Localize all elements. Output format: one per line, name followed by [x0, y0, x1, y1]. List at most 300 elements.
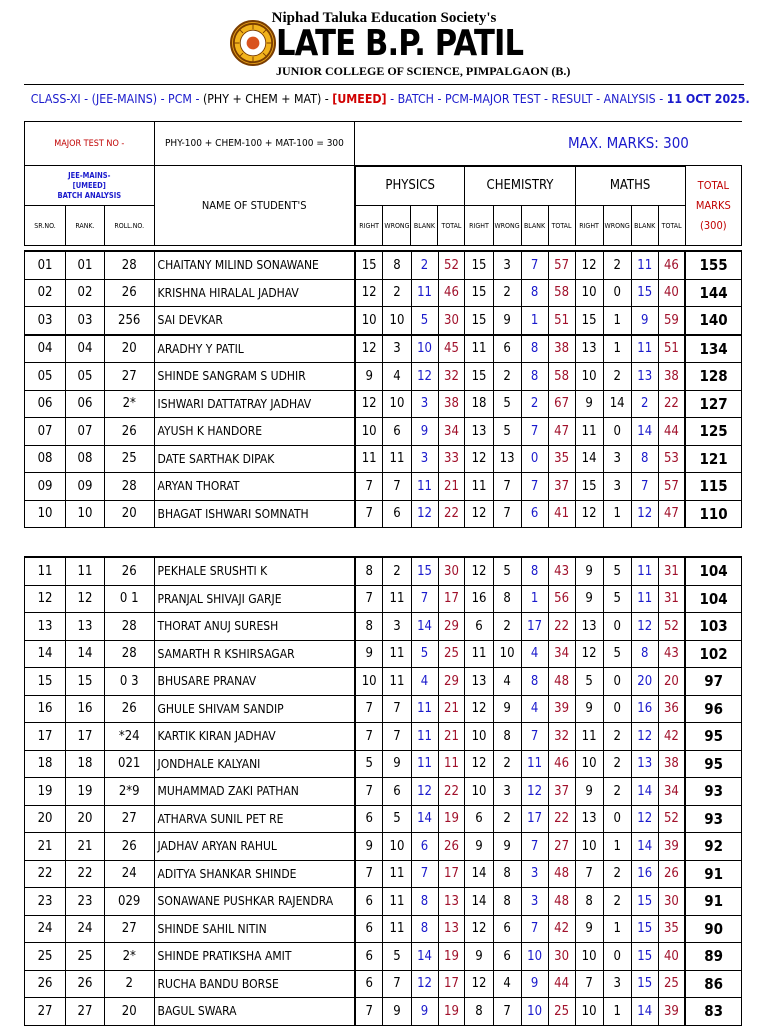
phy-right: 7 [355, 473, 383, 501]
rank-header: RANK. [66, 206, 105, 246]
chem-total: 35 [548, 445, 575, 473]
math-right: 10 [575, 833, 603, 861]
math-blank: 12 [631, 805, 658, 833]
sr-no: 23 [25, 888, 66, 916]
roll-no: 2* [104, 943, 154, 971]
chem-right: 15 [465, 279, 493, 307]
chem-wrong: 10 [493, 640, 521, 668]
table-row [25, 833, 742, 861]
student-name-header: NAME OF STUDENT'S [154, 166, 355, 246]
chem-total: 48 [548, 888, 575, 916]
total-marks: 127 [685, 390, 741, 418]
chem-right: 6 [465, 613, 493, 641]
roll-no: 20 [104, 998, 154, 1026]
chem-total: 32 [548, 723, 575, 751]
chem-right: 18 [465, 390, 493, 418]
results-table-top [24, 250, 742, 528]
total-marks: 92 [685, 833, 741, 861]
phy-blank: 11 [411, 695, 438, 723]
phy-blank: 6 [411, 833, 438, 861]
chem-blank: 7 [521, 915, 548, 943]
rank: 27 [66, 998, 105, 1026]
chem-total: 34 [548, 640, 575, 668]
total-marks: 95 [685, 750, 741, 778]
total-marks: 96 [685, 695, 741, 723]
math-total: 53 [658, 445, 685, 473]
rank: 06 [66, 390, 105, 418]
table-row [25, 695, 742, 723]
sr-no: 07 [25, 418, 66, 446]
roll-no: 28 [104, 613, 154, 641]
math-blank: 15 [631, 943, 658, 971]
phy-wrong: 10 [383, 833, 411, 861]
chem-total: 47 [548, 418, 575, 446]
math-total: 31 [658, 557, 685, 585]
math-total: 42 [658, 723, 685, 751]
phy-blank: 15 [411, 557, 438, 585]
phy-blank: 8 [411, 915, 438, 943]
math-right: 12 [575, 251, 603, 279]
math-right: 9 [575, 585, 603, 613]
sr-no: 01 [25, 251, 66, 279]
chem-total: 43 [548, 557, 575, 585]
maths-total-header: TOTAL [658, 206, 685, 246]
chem-total: 38 [548, 335, 575, 363]
chem-wrong: 3 [493, 778, 521, 806]
table-row [25, 613, 742, 641]
table-row [25, 943, 742, 971]
math-wrong: 5 [603, 557, 631, 585]
phy-total: 13 [438, 888, 465, 916]
rank: 05 [66, 363, 105, 391]
math-blank: 15 [631, 970, 658, 998]
phy-wrong: 3 [383, 335, 411, 363]
math-right: 8 [575, 888, 603, 916]
maths-blank-header: BLANK [631, 206, 658, 246]
phy-total: 45 [438, 335, 465, 363]
maths-right-header: RIGHT [575, 206, 603, 246]
chem-right: 9 [465, 943, 493, 971]
math-blank: 13 [631, 750, 658, 778]
phy-blank: 4 [411, 668, 438, 696]
total-marks: 103 [685, 613, 741, 641]
phy-right: 8 [355, 613, 383, 641]
chem-wrong: 2 [493, 363, 521, 391]
table-row [25, 888, 742, 916]
total-marks: 89 [685, 943, 741, 971]
phy-right: 10 [355, 668, 383, 696]
chem-wrong: 7 [493, 473, 521, 501]
phy-total: 32 [438, 363, 465, 391]
total-marks: 91 [685, 888, 741, 916]
math-blank: 12 [631, 723, 658, 751]
physics-wrong-header: WRONG [383, 206, 411, 246]
math-total: 30 [658, 888, 685, 916]
chem-right: 12 [465, 445, 493, 473]
math-wrong: 3 [603, 445, 631, 473]
roll-no: 20 [104, 500, 154, 528]
phy-right: 9 [355, 640, 383, 668]
title-batch: [UMEED] [332, 92, 387, 106]
total-marks: 115 [685, 473, 741, 501]
roll-no: 26 [104, 695, 154, 723]
chem-right: 6 [465, 805, 493, 833]
student-name: KRISHNA HIRALAL JADHAV [154, 279, 355, 307]
student-name: PEKHALE SRUSHTI K [154, 557, 355, 585]
math-right: 9 [575, 695, 603, 723]
rank: 04 [66, 335, 105, 363]
phy-blank: 14 [411, 805, 438, 833]
rank: 26 [66, 970, 105, 998]
math-right: 7 [575, 970, 603, 998]
chem-blank: 8 [521, 557, 548, 585]
student-name: RUCHA BANDU BORSE [154, 970, 355, 998]
rank: 09 [66, 473, 105, 501]
sr-no: 24 [25, 915, 66, 943]
chem-wrong: 3 [493, 251, 521, 279]
math-right: 10 [575, 750, 603, 778]
rank: 02 [66, 279, 105, 307]
marks-formula: PHY-100 + CHEM-100 + MAT-100 = 300 [154, 122, 355, 166]
math-blank: 8 [631, 640, 658, 668]
math-right: 9 [575, 390, 603, 418]
chem-wrong: 9 [493, 695, 521, 723]
phy-wrong: 10 [383, 390, 411, 418]
math-right: 9 [575, 557, 603, 585]
sr-no: 09 [25, 473, 66, 501]
chem-wrong: 9 [493, 307, 521, 335]
phy-wrong: 5 [383, 943, 411, 971]
math-total: 44 [658, 418, 685, 446]
roll-no: 28 [104, 473, 154, 501]
student-name: JONDHALE KALYANI [154, 750, 355, 778]
phy-right: 9 [355, 363, 383, 391]
sr-no: 22 [25, 860, 66, 888]
phy-right: 7 [355, 695, 383, 723]
student-name: GHULE SHIVAM SANDIP [154, 695, 355, 723]
phy-blank: 14 [411, 943, 438, 971]
table-row [25, 750, 742, 778]
chem-wrong: 6 [493, 915, 521, 943]
phy-right: 10 [355, 418, 383, 446]
rank: 20 [66, 805, 105, 833]
math-wrong: 0 [603, 613, 631, 641]
sr-no: 13 [25, 613, 66, 641]
phy-wrong: 3 [383, 613, 411, 641]
chem-total: 39 [548, 695, 575, 723]
phy-right: 7 [355, 998, 383, 1026]
chem-blank: 10 [521, 998, 548, 1026]
math-blank: 16 [631, 860, 658, 888]
student-name: BHUSARE PRANAV [154, 668, 355, 696]
physics-header: PHYSICS [355, 166, 465, 206]
phy-wrong: 8 [383, 251, 411, 279]
sr-no: 26 [25, 970, 66, 998]
chem-blank: 17 [521, 805, 548, 833]
chem-blank: 10 [521, 943, 548, 971]
rank: 16 [66, 695, 105, 723]
chem-wrong: 6 [493, 335, 521, 363]
phy-blank: 7 [411, 585, 438, 613]
phy-blank: 5 [411, 640, 438, 668]
chem-blank: 17 [521, 613, 548, 641]
chem-blank: 12 [521, 778, 548, 806]
sr-no: 05 [25, 363, 66, 391]
chem-total: 37 [548, 473, 575, 501]
total-marks: 144 [685, 279, 741, 307]
phy-total: 26 [438, 833, 465, 861]
total-marks-header: TOTAL MARKS (300) [685, 166, 741, 246]
phy-total: 21 [438, 723, 465, 751]
student-name: ARYAN THORAT [154, 473, 355, 501]
sr-no: 12 [25, 585, 66, 613]
math-total: 46 [658, 251, 685, 279]
table-row [25, 363, 742, 391]
math-blank: 11 [631, 335, 658, 363]
phy-wrong: 11 [383, 860, 411, 888]
math-blank: 7 [631, 473, 658, 501]
phy-blank: 5 [411, 307, 438, 335]
chem-total: 56 [548, 585, 575, 613]
report-title [30, 92, 750, 106]
phy-total: 46 [438, 279, 465, 307]
math-total: 47 [658, 500, 685, 528]
chem-right: 14 [465, 888, 493, 916]
phy-wrong: 6 [383, 500, 411, 528]
math-wrong: 2 [603, 723, 631, 751]
math-right: 10 [575, 998, 603, 1026]
phy-right: 8 [355, 557, 383, 585]
chem-wrong: 6 [493, 943, 521, 971]
chem-right: 8 [465, 998, 493, 1026]
phy-blank: 11 [411, 723, 438, 751]
math-wrong: 1 [603, 833, 631, 861]
chem-blank: 7 [521, 418, 548, 446]
student-name: SAI DEVKAR [154, 307, 355, 335]
student-name: SHINDE SANGRAM S UDHIR [154, 363, 355, 391]
total-marks: 110 [685, 500, 741, 528]
math-right: 15 [575, 307, 603, 335]
chem-blank: 4 [521, 640, 548, 668]
roll-no: 26 [104, 279, 154, 307]
major-test-label: MAJOR TEST NO - [25, 122, 155, 166]
math-blank: 14 [631, 998, 658, 1026]
math-blank: 14 [631, 778, 658, 806]
student-name: SHINDE SAHIL NITIN [154, 915, 355, 943]
sr-no: 08 [25, 445, 66, 473]
chem-wrong: 9 [493, 833, 521, 861]
chem-blank: 7 [521, 473, 548, 501]
math-right: 10 [575, 943, 603, 971]
math-total: 51 [658, 335, 685, 363]
math-wrong: 14 [603, 390, 631, 418]
chem-wrong: 2 [493, 805, 521, 833]
phy-right: 6 [355, 805, 383, 833]
math-total: 40 [658, 279, 685, 307]
rank: 15 [66, 668, 105, 696]
phy-total: 30 [438, 557, 465, 585]
math-total: 39 [658, 833, 685, 861]
table-row [25, 723, 742, 751]
phy-blank: 7 [411, 860, 438, 888]
total-marks: 134 [685, 335, 741, 363]
phy-wrong: 4 [383, 363, 411, 391]
math-total: 26 [658, 860, 685, 888]
chem-wrong: 2 [493, 279, 521, 307]
chem-total: 51 [548, 307, 575, 335]
college-subtitle: JUNIOR COLLEGE OF SCIENCE, PIMPALGAON (B.) [276, 64, 571, 78]
phy-wrong: 11 [383, 585, 411, 613]
chem-total: 58 [548, 363, 575, 391]
chem-total: 27 [548, 833, 575, 861]
phy-wrong: 9 [383, 750, 411, 778]
math-blank: 15 [631, 888, 658, 916]
chem-total: 58 [548, 279, 575, 307]
chem-blank: 3 [521, 860, 548, 888]
chem-right: 9 [465, 833, 493, 861]
phy-right: 6 [355, 915, 383, 943]
table-row [25, 970, 742, 998]
student-name: AYUSH K HANDORE [154, 418, 355, 446]
phy-wrong: 7 [383, 723, 411, 751]
math-total: 36 [658, 695, 685, 723]
math-wrong: 1 [603, 307, 631, 335]
phy-total: 19 [438, 998, 465, 1026]
rank: 19 [66, 778, 105, 806]
math-total: 43 [658, 640, 685, 668]
title-class: CLASS-XI - (JEE-MAINS) - PCM - [30, 92, 203, 106]
total-marks: 128 [685, 363, 741, 391]
phy-total: 34 [438, 418, 465, 446]
phy-right: 7 [355, 860, 383, 888]
math-right: 10 [575, 363, 603, 391]
table-row [25, 778, 742, 806]
math-blank: 16 [631, 695, 658, 723]
chem-wrong: 5 [493, 418, 521, 446]
math-blank: 2 [631, 390, 658, 418]
phy-total: 19 [438, 805, 465, 833]
chem-total: 48 [548, 860, 575, 888]
math-right: 15 [575, 473, 603, 501]
student-name: ATHARVA SUNIL PET RE [154, 805, 355, 833]
math-blank: 11 [631, 251, 658, 279]
phy-total: 29 [438, 613, 465, 641]
math-total: 57 [658, 473, 685, 501]
chem-blank: 7 [521, 833, 548, 861]
chem-right: 11 [465, 640, 493, 668]
chemistry-right-header: RIGHT [465, 206, 493, 246]
table-row [25, 915, 742, 943]
math-wrong: 5 [603, 640, 631, 668]
student-name: ARADHY Y PATIL [154, 335, 355, 363]
chem-total: 30 [548, 943, 575, 971]
rank: 12 [66, 585, 105, 613]
title-test: - BATCH - PCM-MAJOR TEST - RESULT - ANALYSIS - [386, 92, 667, 106]
roll-no: 256 [104, 307, 154, 335]
math-wrong: 2 [603, 363, 631, 391]
math-wrong: 1 [603, 335, 631, 363]
phy-blank: 12 [411, 778, 438, 806]
math-right: 10 [575, 279, 603, 307]
sr-no: 21 [25, 833, 66, 861]
sr-no: 10 [25, 500, 66, 528]
phy-right: 15 [355, 251, 383, 279]
phy-blank: 10 [411, 335, 438, 363]
rank: 08 [66, 445, 105, 473]
math-total: 38 [658, 750, 685, 778]
math-blank: 15 [631, 279, 658, 307]
college-name: LATE B.P. PATIL [276, 23, 524, 64]
total-marks: 104 [685, 585, 741, 613]
phy-blank: 12 [411, 363, 438, 391]
total-marks: 97 [685, 668, 741, 696]
math-wrong: 0 [603, 943, 631, 971]
math-wrong: 1 [603, 915, 631, 943]
table-row [25, 418, 742, 446]
sr-no: 14 [25, 640, 66, 668]
chem-wrong: 5 [493, 557, 521, 585]
phy-blank: 11 [411, 750, 438, 778]
math-total: 25 [658, 970, 685, 998]
math-right: 9 [575, 778, 603, 806]
roll-no: 28 [104, 251, 154, 279]
rank: 25 [66, 943, 105, 971]
chem-blank: 8 [521, 668, 548, 696]
roll-no: 20 [104, 335, 154, 363]
chem-blank: 8 [521, 335, 548, 363]
chem-right: 15 [465, 363, 493, 391]
phy-total: 30 [438, 307, 465, 335]
table-row [25, 390, 742, 418]
table-row [25, 335, 742, 363]
total-marks: 121 [685, 445, 741, 473]
chem-right: 15 [465, 307, 493, 335]
sr-no: 27 [25, 998, 66, 1026]
phy-wrong: 6 [383, 778, 411, 806]
roll-no: 27 [104, 363, 154, 391]
phy-right: 6 [355, 943, 383, 971]
math-wrong: 2 [603, 860, 631, 888]
math-wrong: 2 [603, 750, 631, 778]
chem-wrong: 8 [493, 723, 521, 751]
student-name: ADITYA SHANKAR SHINDE [154, 860, 355, 888]
phy-blank: 12 [411, 970, 438, 998]
phy-total: 11 [438, 750, 465, 778]
math-wrong: 0 [603, 668, 631, 696]
chem-total: 48 [548, 668, 575, 696]
roll-no: 28 [104, 640, 154, 668]
chem-right: 14 [465, 860, 493, 888]
chem-blank: 4 [521, 695, 548, 723]
math-right: 5 [575, 668, 603, 696]
table-row [25, 279, 742, 307]
math-wrong: 1 [603, 500, 631, 528]
math-blank: 20 [631, 668, 658, 696]
chem-blank: 8 [521, 363, 548, 391]
total-marks: 93 [685, 778, 741, 806]
math-right: 12 [575, 500, 603, 528]
results-table-bottom [24, 556, 742, 1026]
math-wrong: 2 [603, 778, 631, 806]
chem-blank: 7 [521, 723, 548, 751]
table-row [25, 307, 742, 335]
physics-total-header: TOTAL [438, 206, 465, 246]
roll-no: 27 [104, 915, 154, 943]
phy-right: 5 [355, 750, 383, 778]
math-blank: 11 [631, 557, 658, 585]
student-name: CHAITANY MILIND SONAWANE [154, 251, 355, 279]
math-right: 14 [575, 445, 603, 473]
